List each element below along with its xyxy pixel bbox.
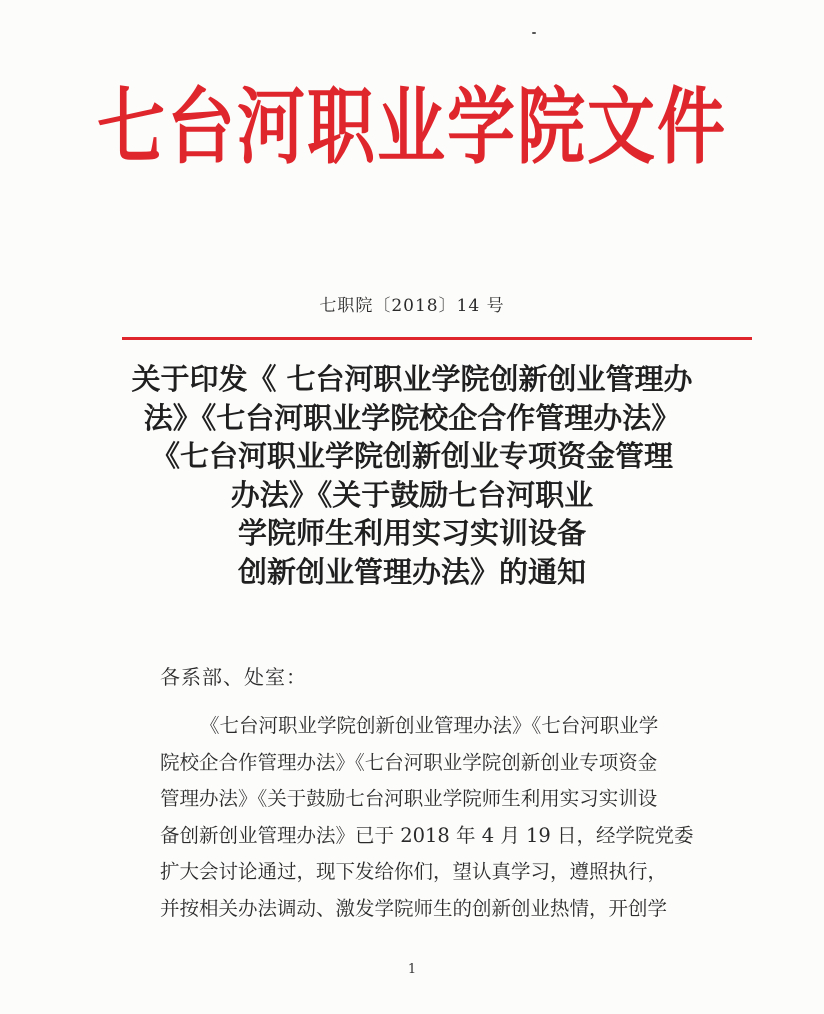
title-line: 学院师生利用实习实训设备	[237, 516, 586, 550]
body-line: 管理办法》《关于鼓励七台河职业学院师生利用实习实训设	[160, 787, 658, 810]
title-line: 创新创业管理办法》的通知	[237, 554, 586, 589]
salutation: 各系部、处室：	[160, 665, 307, 689]
body-paragraph	[160, 708, 740, 927]
body-line: 并按相关办法调动、激发学院师生的创新创业热情，开创学	[160, 896, 668, 920]
body-line: 《七台河职业学院创新创业管理办法》《七台河职业学	[200, 714, 659, 737]
document-number: 七职院〔2018〕14 号	[319, 296, 505, 316]
masthead: 七台河职业学院文件	[96, 78, 727, 177]
scan-speck	[532, 32, 536, 34]
body-line: 扩大会讨论通过，现下发给你们，望认真学习，遵照执行，	[160, 860, 668, 883]
document-title	[0, 360, 824, 591]
title-line: 法》《七台河职业学院校企合作管理办法》	[143, 400, 681, 435]
body-line: 院校企合作管理办法》《七台河职业学院创新创业专项资金	[160, 750, 658, 774]
red-divider	[122, 337, 752, 340]
title-line: 关于印发《 七台河职业学院创新创业管理办	[131, 362, 693, 396]
title-line: 《七台河职业学院创新创业专项资金管理	[150, 439, 673, 473]
page-number: 1	[407, 962, 417, 977]
title-line: 办法》《关于鼓励七台河职业	[230, 477, 594, 512]
body-line: 备创新创业管理办法》已于 2018 年 4 月 19 日，经学院党委	[160, 823, 694, 847]
